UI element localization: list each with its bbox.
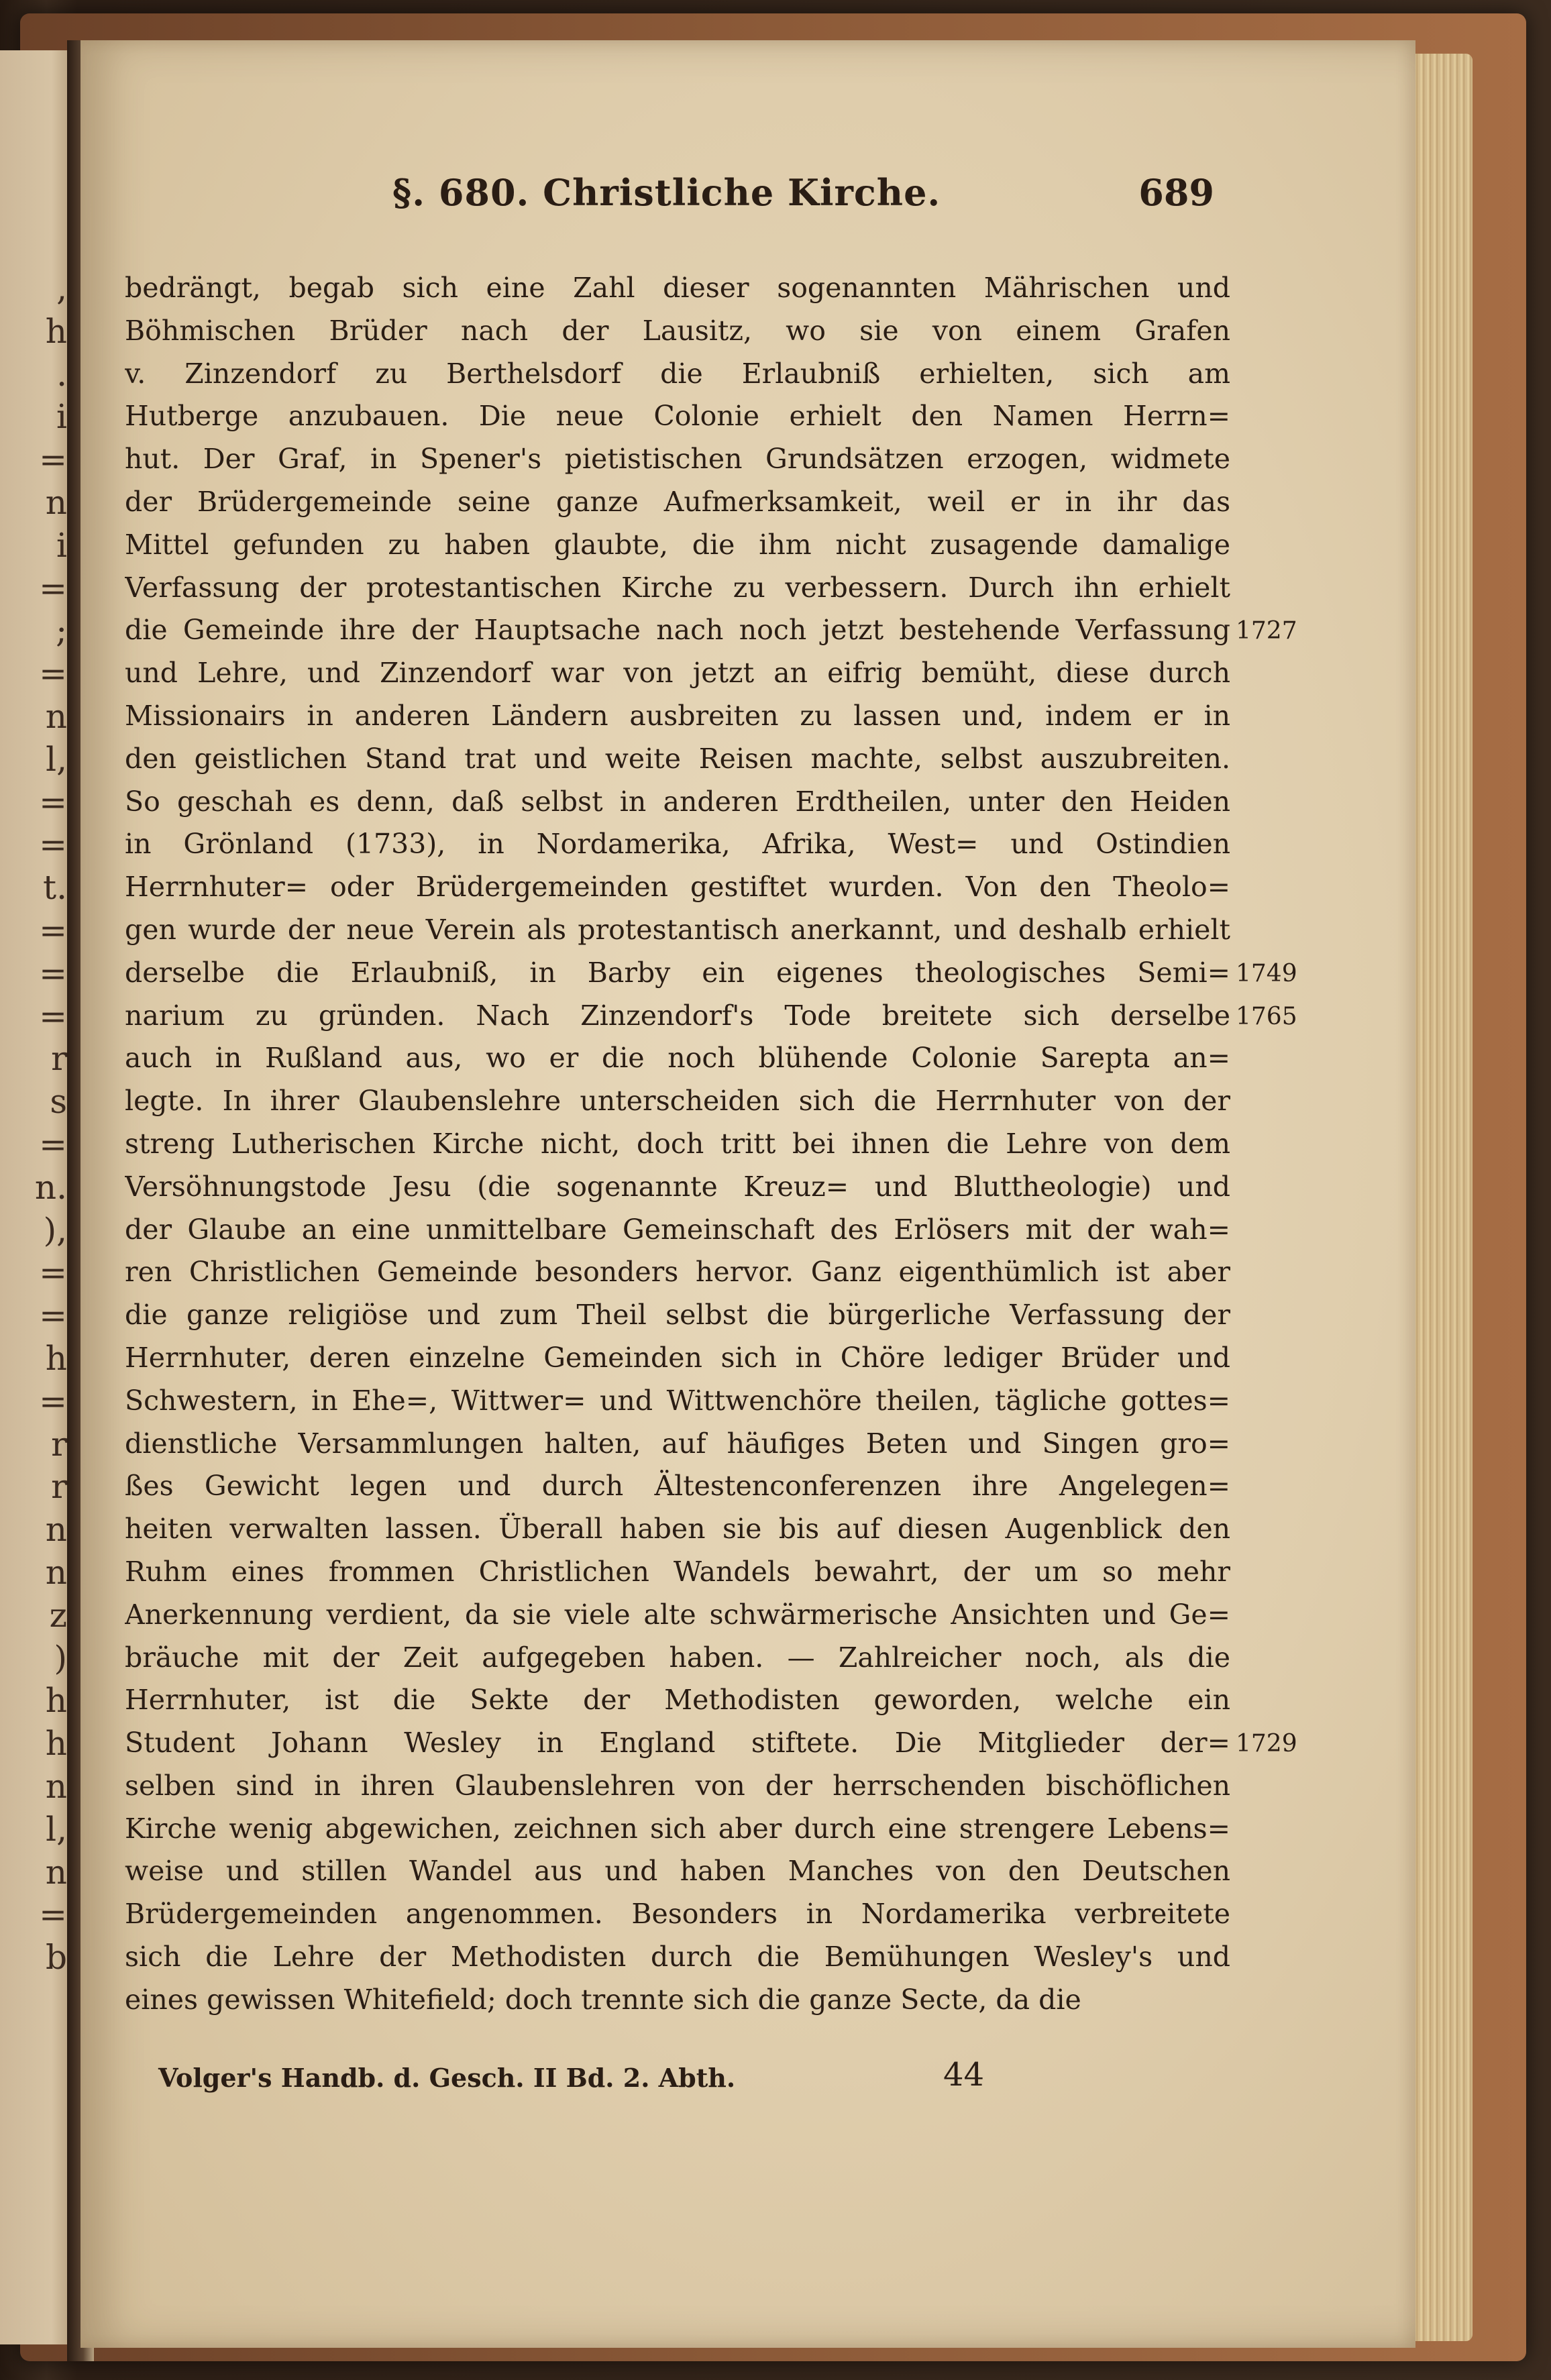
previous-page-fragment: . [56, 354, 67, 394]
previous-page-fragment: ), [43, 1210, 67, 1250]
previous-page-fragment: = [39, 996, 67, 1036]
text-line: Schwestern, in Ehe=, Wittwer= und Wittwenchöre theilen, tägliche gottes= [125, 1384, 1230, 1417]
previous-page-fragment: = [39, 1296, 67, 1336]
previous-page-fragment: h [45, 1724, 67, 1764]
margin-year: 1729 [1236, 1730, 1297, 1758]
margin-year: 1727 [1236, 617, 1297, 645]
text-line: weise und stillen Wandel aus und haben Manches von den Deutschen [125, 1855, 1230, 1888]
previous-page-fragment: n [45, 483, 67, 522]
previous-page-fragment: ) [54, 1638, 67, 1678]
footer-signature: Volger's Handb. d. Gesch. II Bd. 2. Abth. [158, 2063, 736, 2093]
previous-page-fragment: r [51, 1467, 67, 1507]
previous-page-fragment: h [45, 311, 67, 351]
previous-page-fragment: l, [46, 1809, 67, 1849]
text-line: hut. Der Graf, in Spener's pietistischen Grundsätzen erzogen, widmete [125, 443, 1230, 476]
text-line: Anerkennung verdient, da sie viele alte schwärmerische Ansichten und Ge= [125, 1598, 1230, 1631]
previous-page-fragment: = [39, 825, 67, 865]
text-line: sich die Lehre der Methodisten durch die Bemühungen Wesley's und [125, 1941, 1230, 1973]
text-line: und Lehre, und Zinzendorf war von jetzt an eifrig bemüht, diese durch [125, 657, 1230, 690]
text-line: die Gemeinde ihre der Hauptsache nach noch jetzt bestehende Verfassung [125, 614, 1230, 647]
text-line: der Glaube an eine unmittelbare Gemeinschaft des Erlösers mit der wah= [125, 1213, 1230, 1246]
previous-page-fragment: = [39, 440, 67, 480]
page-number: 689 [1138, 171, 1214, 214]
text-line: selben sind in ihren Glaubenslehren von der herrschenden bischöflichen [125, 1769, 1230, 1802]
previous-page-fragment: = [39, 782, 67, 822]
text-line: streng Lutherischen Kirche nicht, doch tritt bei ihnen die Lehre von dem [125, 1127, 1230, 1160]
previous-page-fragment: l, [46, 739, 67, 779]
previous-page-fragment: s [50, 1082, 67, 1122]
previous-page-fragment: n. [34, 1167, 67, 1207]
text-line: ren Christlichen Gemeinde besonders hervor. Ganz eigenthümlich ist aber [125, 1256, 1230, 1289]
previous-page-fragment: = [39, 1253, 67, 1293]
text-line: gen wurde der neue Verein als protestantisch anerkannt, und deshalb erhielt [125, 913, 1230, 946]
previous-page-fragment: i [56, 525, 67, 565]
text-line: Mittel gefunden zu haben glaubte, die ihm nicht zusagende damalige [125, 528, 1230, 561]
text-line: Herrnhuter, deren einzelne Gemeinden sich in Chöre lediger Brüder und [125, 1341, 1230, 1374]
previous-page-fragment: = [39, 654, 67, 694]
text-line: der Brüdergemeinde seine ganze Aufmerksamkeit, weil er in ihr das [125, 485, 1230, 518]
previous-page-fragment: t. [43, 868, 67, 908]
previous-page-fragment: i [56, 397, 67, 437]
previous-page-fragment: n [45, 1767, 67, 1806]
text-line: Hutberge anzubauen. Die neue Colonie erhielt den Namen Herrn= [125, 400, 1230, 433]
text-line: Böhmischen Brüder nach der Lausitz, wo sie von einem Grafen [125, 314, 1230, 347]
previous-page-fragment: = [39, 1125, 67, 1164]
text-line: Herrnhuter, ist die Sekte der Methodisten geworden, welche ein [125, 1684, 1230, 1717]
previous-page-fragment: n [45, 1852, 67, 1892]
text-line: die ganze religiöse und zum Theil selbst die bürgerliche Verfassung der [125, 1299, 1230, 1332]
previous-page-fragment: = [39, 1381, 67, 1421]
text-line: narium zu gründen. Nach Zinzendorf's Tode breitete sich derselbe [125, 999, 1230, 1032]
text-line: v. Zinzendorf zu Berthelsdorf die Erlaubniß erhielten, sich am [125, 357, 1230, 390]
margin-year: 1749 [1236, 959, 1297, 987]
previous-page-fragment: b [45, 1938, 67, 1978]
text-line: eines gewissen Whitefield; doch trennte sich die ganze Secte, da die [125, 1983, 1081, 2016]
previous-page-fragment: ; [56, 611, 67, 651]
text-line: bedrängt, begab sich eine Zahl dieser sogenannten Mährischen und [125, 272, 1230, 304]
text-line: Kirche wenig abgewichen, zeichnen sich aber durch eine strengere Lebens= [125, 1812, 1230, 1845]
previous-page-fragment: = [39, 953, 67, 993]
text-line: Brüdergemeinden angenommen. Besonders in Nordamerika verbreitete [125, 1898, 1230, 1931]
text-line: Verfassung der protestantischen Kirche zu verbessern. Durch ihn erhielt [125, 571, 1230, 604]
text-line: den geistlichen Stand trat und weite Reisen machte, selbst auszubreiten. [125, 742, 1230, 775]
previous-page-fragment: = [39, 568, 67, 608]
header-title: §. 680. Christliche Kirche. [392, 171, 941, 214]
previous-page-fragment: , [56, 269, 67, 308]
previous-page-fragment: r [51, 1039, 67, 1079]
text-line: derselbe die Erlaubniß, in Barby ein eigenes theologisches Semi= [125, 956, 1230, 989]
text-line: in Grönland (1733), in Nordamerika, Afrika, West= und Ostindien [125, 828, 1230, 861]
text-line: bräuche mit der Zeit aufgegeben haben. — Zahlreicher noch, als die [125, 1641, 1230, 1674]
margin-year: 1765 [1236, 1002, 1297, 1030]
text-line: auch in Rußland aus, wo er die noch blühende Colonie Sarepta an= [125, 1042, 1230, 1075]
text-line: Student Johann Wesley in England stiftete. Die Mitglieder der= [125, 1727, 1230, 1760]
previous-page-fragment: = [39, 1895, 67, 1935]
previous-page-fragment: r [51, 1424, 67, 1464]
previous-page-fragment: h [45, 1339, 67, 1378]
text-line: Ruhm eines frommen Christlichen Wandels bewahrt, der um so mehr [125, 1555, 1230, 1588]
previous-page-fragment: n [45, 697, 67, 736]
previous-page-fragment: n [45, 1553, 67, 1592]
text-line: Missionairs in anderen Ländern ausbreiten zu lassen und, indem er in [125, 699, 1230, 732]
text-line: Versöhnungstode Jesu (die sogenannte Kreuz= und Bluttheologie) und [125, 1170, 1230, 1203]
page-footer [125, 2056, 1230, 2103]
text-line: So geschah es denn, daß selbst in anderen Erdtheilen, unter den Heiden [125, 785, 1230, 818]
previous-page-fragment: n [45, 1510, 67, 1550]
text-line: dienstliche Versammlungen halten, auf häufiges Beten und Singen gro= [125, 1427, 1230, 1460]
previous-page-fragment: h [45, 1681, 67, 1721]
text-line: heiten verwalten lassen. Überall haben sie bis auf diesen Augenblick den [125, 1513, 1230, 1546]
text-line: ßes Gewicht legen und durch Ältestenconferenzen ihre Angelegen= [125, 1470, 1230, 1503]
previous-page-edge [0, 50, 74, 2344]
text-line: legte. In ihrer Glaubenslehre unterscheiden sich die Herrnhuter von der [125, 1085, 1230, 1118]
previous-page-fragment: z [49, 1595, 67, 1635]
previous-page-fragment: = [39, 911, 67, 950]
running-header [312, 171, 1214, 231]
text-line: Herrnhuter= oder Brüdergemeinden gestiftet wurden. Von den Theolo= [125, 871, 1230, 904]
sheet-number: 44 [943, 2056, 985, 2094]
body-text [125, 267, 1230, 2022]
